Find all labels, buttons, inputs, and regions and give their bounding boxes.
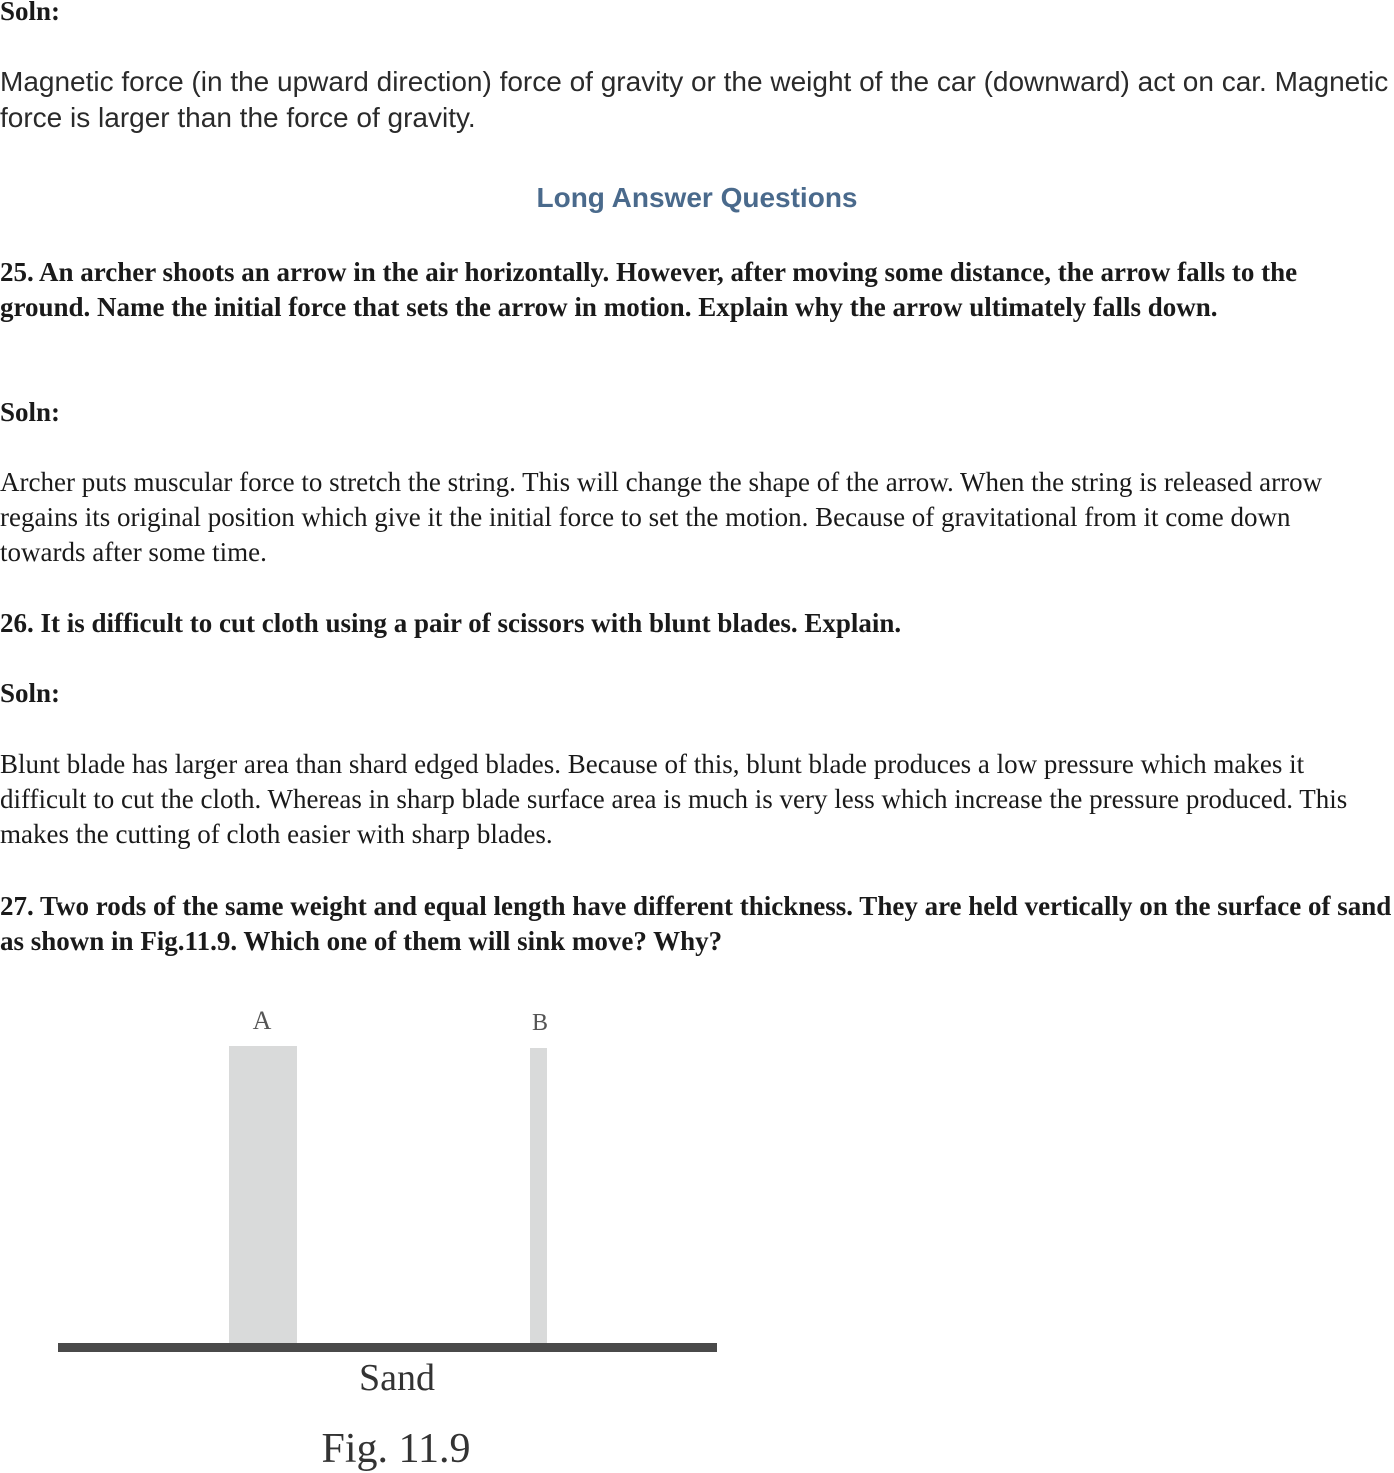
section-heading: Long Answer Questions: [536, 182, 858, 213]
rod-b: [530, 1048, 547, 1344]
rod-b-label: B: [531, 1010, 549, 1036]
rod-a-label: A: [252, 1006, 272, 1035]
solution-label-25: Soln:: [0, 397, 61, 427]
question-26: 26. It is difficult to cut cloth using a pair of scissors with blunt blades. Explain.: [0, 608, 902, 638]
solution-label: Soln:: [0, 0, 61, 26]
rod-a: [229, 1046, 297, 1344]
solution-label-26: Soln:: [0, 678, 61, 708]
sand-label: Sand: [359, 1357, 435, 1399]
sand-surface: [58, 1343, 717, 1352]
answer-25: Archer puts muscular force to stretch the string. This will change the shape of the arrow. When the string is released arrow regains its original position which give it the initial force to set the motion. Because of gravitational from it come down towards after some time.: [0, 467, 1323, 567]
figure-rods-on-sand: [0, 1000, 800, 1473]
question-27: 27. Two rods of the same weight and equal length have different thickness. They are held vertically on the surface of sand as shown in Fig.11.9. Which one of them will sink move? Why?: [0, 891, 1392, 956]
solution-text: Magnetic force (in the upward direction) force of gravity or the weight of the car (downward) act on car. Magnetic force is larger than the force of gravity.: [0, 66, 1389, 133]
question-25: 25. An archer shoots an arrow in the air horizontally. However, after moving some distance, the arrow falls to the ground. Name the initial force that sets the arrow in motion. Explain why the arrow ultimately falls down.: [0, 257, 1298, 322]
figure-caption: Fig. 11.9: [321, 1426, 471, 1472]
answer-26: Blunt blade has larger area than shard edged blades. Because of this, blunt blade produces a low pressure which makes it difficult to cut the cloth. Whereas in sharp blade surface area is much is very less which increase the pressure produced. This makes the cutting of cloth easier with sharp blades.: [0, 749, 1348, 849]
